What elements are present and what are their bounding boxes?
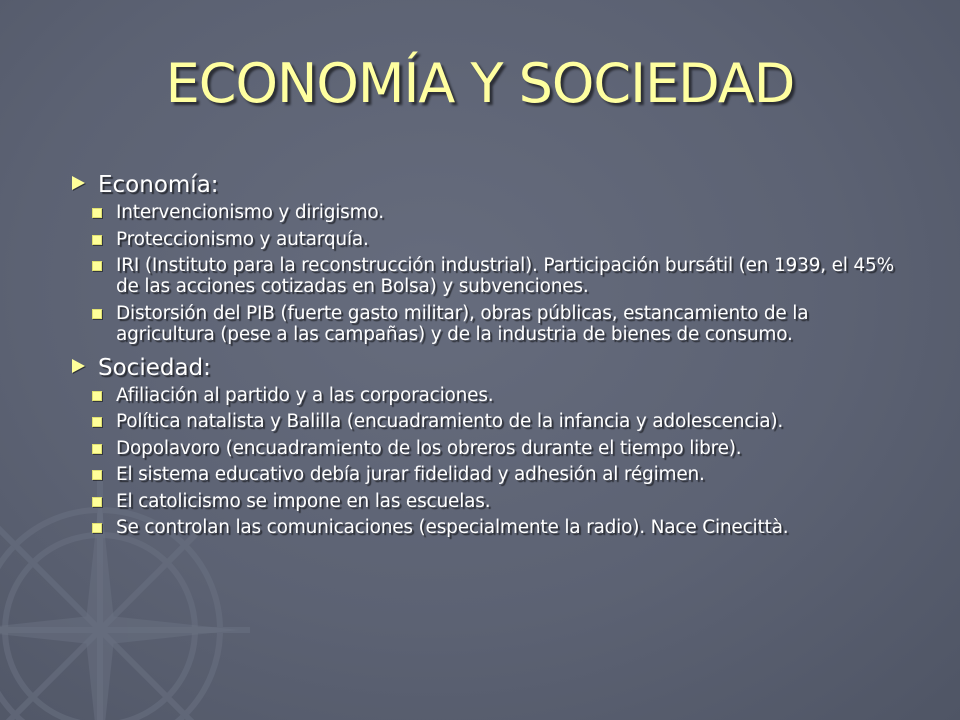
- square-bullet-icon: [92, 391, 102, 401]
- list-item: [92, 202, 912, 223]
- square-bullet-icon: [92, 417, 102, 427]
- list-item-text: Distorsión del PIB (fuerte gasto militar), obras públicas, estancamiento de la agricultura (pese a las campañas) y de la industria de bienes de consumo.: [116, 302, 809, 345]
- square-bullet-icon: [92, 444, 102, 454]
- list-item-text: Afiliación al partido y a las corporaciones.: [116, 384, 494, 406]
- section-heading-text: Economía:: [98, 172, 219, 198]
- list-item: [92, 411, 912, 432]
- list-item-text: Se controlan las comunicaciones (especialmente la radio). Nace Cinecittà.: [116, 517, 789, 538]
- list-item: [92, 491, 912, 512]
- square-bullet-icon: [92, 208, 102, 218]
- list-item: [92, 438, 912, 459]
- list-item-text: El catolicismo se impone en las escuelas.: [116, 490, 491, 512]
- section-heading: [72, 351, 912, 385]
- section-sociedad: [72, 351, 912, 539]
- list-item-text: El sistema educativo debía jurar fidelidad y adhesión al régimen.: [116, 464, 705, 485]
- list-item-text: Proteccionismo y autarquía.: [116, 228, 369, 250]
- list-item-text: Dopolavoro (encuadramiento de los obreros durante el tiempo libre).: [116, 437, 742, 459]
- section-heading: [72, 168, 912, 202]
- slide-content: [72, 168, 912, 544]
- section-heading-text: Sociedad:: [98, 354, 211, 381]
- slide-title: ECONOMÍA Y SOCIEDAD: [165, 52, 795, 115]
- section-economia: [72, 168, 912, 345]
- list-item: [92, 255, 912, 297]
- triangle-bullet-icon: [72, 359, 85, 373]
- list-item-text: Intervencionismo y dirigismo.: [116, 202, 384, 223]
- square-bullet-icon: [92, 470, 102, 480]
- square-bullet-icon: [92, 309, 102, 319]
- square-bullet-icon: [92, 497, 102, 507]
- square-bullet-icon: [92, 235, 102, 245]
- list-item: [92, 517, 912, 538]
- list-item: [92, 303, 912, 345]
- item-list: [72, 385, 912, 539]
- list-item: [92, 464, 912, 485]
- list-item: [92, 229, 912, 250]
- list-item-text: IRI (Instituto para la reconstrucción industrial). Participación bursátil (en 1939, el 45% de las acciones cotizadas en Bolsa) y subvenciones.: [116, 255, 894, 297]
- square-bullet-icon: [92, 261, 102, 271]
- list-item-text: Política natalista y Balilla (encuadramiento de la infancia y adolescencia).: [116, 411, 784, 432]
- square-bullet-icon: [92, 523, 102, 533]
- list-item: [92, 385, 912, 406]
- triangle-bullet-icon: [72, 176, 85, 190]
- item-list: [72, 202, 912, 345]
